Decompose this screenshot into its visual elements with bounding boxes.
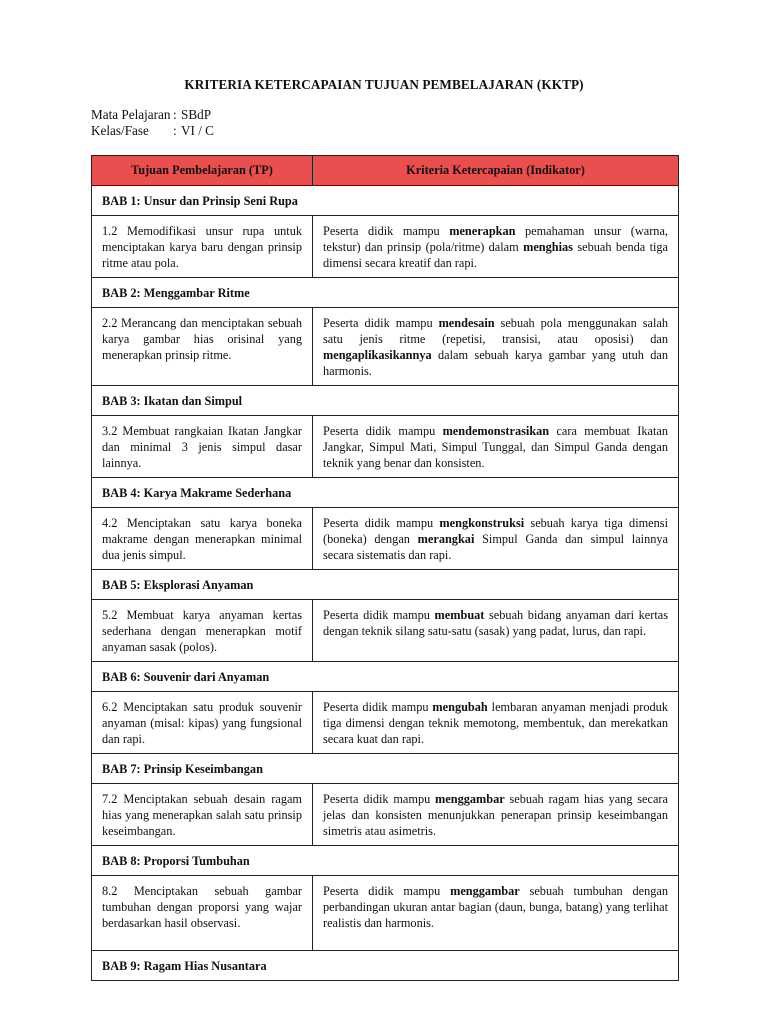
- table-row: [92, 508, 679, 570]
- bab-row: [92, 278, 679, 308]
- kktp-table: [91, 155, 679, 981]
- kriteria-text: dalam sebuah karya gambar yang utuh dan harmonis.: [323, 348, 668, 378]
- meta-label: Kelas/Fase: [91, 123, 149, 138]
- document-meta: [91, 107, 214, 139]
- meta-separator: :: [173, 123, 177, 138]
- bab-row: [92, 951, 679, 981]
- meta-separator: :: [173, 107, 177, 122]
- kriteria-text: Peserta didik mampu: [323, 700, 433, 714]
- table-header-row: [92, 156, 679, 186]
- bab-heading: BAB 9: Ragam Hias Nusantara: [92, 951, 679, 981]
- kriteria-keyword: menggambar: [435, 792, 505, 806]
- document-title: KRITERIA KETERCAPAIAN TUJUAN PEMBELAJARAN (KKTP): [184, 77, 584, 92]
- kriteria-text: Peserta didik mampu: [323, 316, 439, 330]
- kriteria-keyword: menggambar: [450, 884, 520, 898]
- kriteria-cell: [313, 416, 679, 478]
- tp-cell: 7.2 Menciptakan sebuah desain ragam hias yang menerapkan salah satu prinsip keseimbangan.: [92, 784, 313, 846]
- kriteria-text: Simpul Ganda dan simpul lainnya secara sistematis dan rapi.: [323, 532, 669, 562]
- table-row: [92, 692, 679, 754]
- bab-heading: BAB 2: Menggambar Ritme: [92, 278, 679, 308]
- kriteria-text: Peserta didik mampu: [323, 224, 450, 238]
- bab-row: [92, 754, 679, 784]
- meta-value: VI / C: [181, 123, 214, 138]
- table-row: [92, 416, 679, 478]
- table-row: [92, 600, 679, 662]
- bab-row: [92, 478, 679, 508]
- bab-heading: BAB 1: Unsur dan Prinsip Seni Rupa: [92, 186, 679, 216]
- kriteria-cell: [313, 600, 679, 662]
- kriteria-text: Peserta didik mampu: [323, 516, 440, 530]
- bab-heading: BAB 6: Souvenir dari Anyaman: [92, 662, 679, 692]
- table-row: [92, 876, 679, 951]
- tp-cell: 1.2 Memodifikasi unsur rupa untuk menciptakan karya baru dengan prinsip ritme atau pola.: [92, 216, 313, 278]
- kriteria-keyword: mendemonstrasikan: [442, 424, 550, 438]
- meta-row-subject: [91, 107, 214, 123]
- tp-cell: 3.2 Membuat rangkaian Ikatan Jangkar dan minimal 3 jenis simpul dasar lainnya.: [92, 416, 313, 478]
- kriteria-cell: [313, 876, 679, 951]
- kriteria-keyword: membuat: [434, 608, 485, 622]
- tp-cell: 2.2 Merancang dan menciptakan sebuah karya gambar hias orisinal yang menerapkan prinsip ritme.: [92, 308, 313, 386]
- bab-heading: BAB 8: Proporsi Tumbuhan: [92, 846, 679, 876]
- kriteria-text: Peserta didik mampu: [323, 424, 443, 438]
- meta-label: Mata Pelajaran: [91, 107, 171, 122]
- bab-heading: BAB 5: Eksplorasi Anyaman: [92, 570, 679, 600]
- header-kriteria: Kriteria Ketercapaian (Indikator): [313, 156, 679, 186]
- tp-cell: 5.2 Membuat karya anyaman kertas sederhana dengan menerapkan motif anyaman sasak (polos).: [92, 600, 313, 662]
- kriteria-text: sebuah pola menggunakan salah satu jenis ritme (repetisi, transisi, atau oposisi) dan: [323, 316, 668, 346]
- bab-row: [92, 846, 679, 876]
- kriteria-text: cara membuat Ikatan Jangkar, Simpul Mati, Simpul Tunggal, dan Simpul Ganda dengan teknik yang benar dan konsisten.: [323, 424, 668, 470]
- tp-cell: 4.2 Menciptakan satu karya boneka makrame dengan menerapkan minimal dua jenis simpul.: [92, 508, 313, 570]
- bab-row: [92, 386, 679, 416]
- meta-row-class: [91, 123, 214, 139]
- bab-row: [92, 662, 679, 692]
- tp-cell: 8.2 Menciptakan sebuah gambar tumbuhan dengan proporsi yang wajar berdasarkan hasil observasi.: [92, 876, 313, 951]
- kriteria-text: Peserta didik mampu: [323, 884, 451, 898]
- table-row: [92, 308, 679, 386]
- kriteria-text: sebuah bidang anyaman dari kertas dengan teknik silang satu-satu (sasak) yang padat, lurus, dan rapi.: [323, 608, 668, 638]
- kriteria-cell: [313, 216, 679, 278]
- kriteria-text: Peserta didik mampu: [323, 792, 436, 806]
- table-row: [92, 216, 679, 278]
- kriteria-text: Peserta didik mampu: [323, 608, 435, 622]
- bab-heading: BAB 4: Karya Makrame Sederhana: [92, 478, 679, 508]
- kriteria-text: sebuah karya tiga dimensi (boneka) dengan: [323, 516, 668, 546]
- kriteria-text: sebuah tumbuhan dengan perbandingan ukuran antar bagian (daun, bunga, batang) yang terlihat realistis dan harmonis.: [323, 884, 668, 930]
- kriteria-keyword: menghias: [523, 240, 573, 254]
- bab-heading: BAB 7: Prinsip Keseimbangan: [92, 754, 679, 784]
- kriteria-text: lembaran anyaman menjadi produk tiga dimensi dengan teknik memotong, membentuk, dan merekatkan secara kuat dan rapi.: [323, 700, 668, 746]
- kriteria-keyword: mengubah: [432, 700, 488, 714]
- bab-heading: BAB 3: Ikatan dan Simpul: [92, 386, 679, 416]
- bab-row: [92, 570, 679, 600]
- kriteria-keyword: mendesain: [438, 316, 495, 330]
- kriteria-cell: [313, 508, 679, 570]
- bab-row: [92, 186, 679, 216]
- kriteria-keyword: mengkonstruksi: [439, 516, 525, 530]
- kriteria-cell: [313, 308, 679, 386]
- kriteria-cell: [313, 784, 679, 846]
- kriteria-keyword: merangkai: [417, 532, 475, 546]
- tp-cell: 6.2 Menciptakan satu produk souvenir anyaman (misal: kipas) yang fungsional dan rapi.: [92, 692, 313, 754]
- table-body: [92, 186, 679, 981]
- kriteria-text: pemahaman unsur (warna, tekstur) dan prinsip (pola/ritme) dalam: [323, 224, 668, 254]
- kriteria-text: sebuah ragam hias yang secara jelas dan konsisten menunjukkan penerapan prinsip keseimbangan simetris atau asimetris.: [323, 792, 668, 838]
- header-tp: Tujuan Pembelajaran (TP): [92, 156, 313, 186]
- meta-value: SBdP: [181, 107, 212, 122]
- kriteria-text: sebuah benda tiga dimensi secara kreatif dan rapi.: [323, 240, 669, 270]
- kriteria-cell: [313, 692, 679, 754]
- table-row: [92, 784, 679, 846]
- kriteria-keyword: menerapkan: [449, 224, 516, 238]
- kriteria-keyword: mengaplikasikannya: [323, 348, 432, 362]
